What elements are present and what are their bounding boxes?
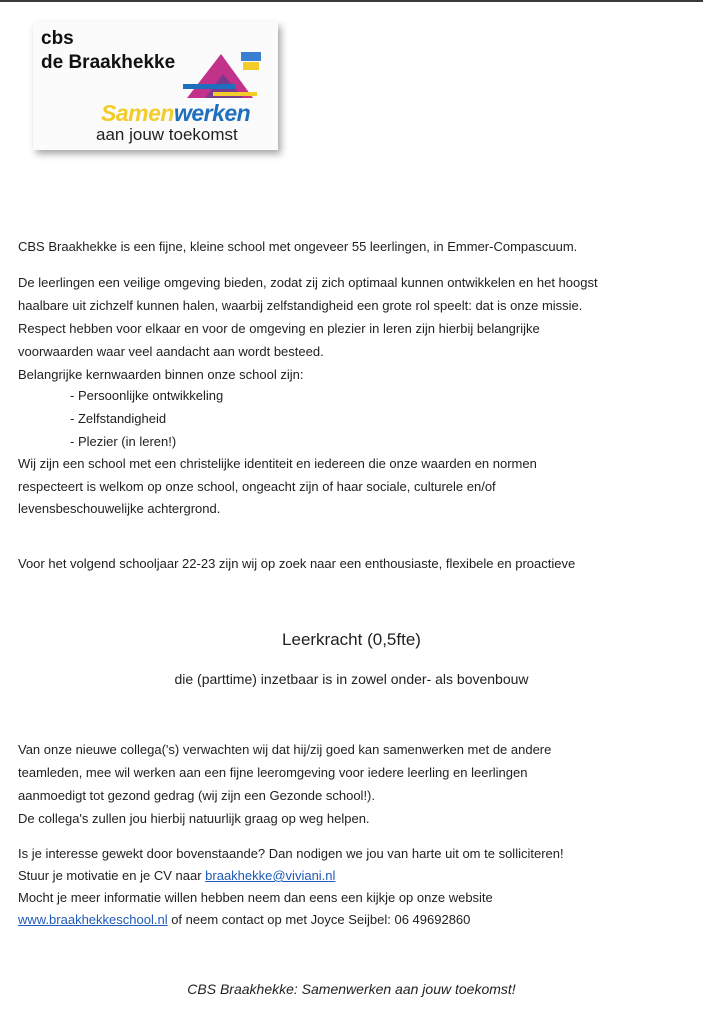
search-sentence: Voor het volgend schooljaar 22-23 zijn wij op zoek naar een enthousiaste, flexibele en proactieve xyxy=(18,556,576,571)
core-value-item: - Zelfstandigheid xyxy=(70,411,167,426)
logo-mountain-icon xyxy=(183,48,265,104)
mission-line-5: Belangrijke kernwaarden binnen onze school zijn: xyxy=(18,367,304,382)
mission-line-1: De leerlingen een veilige omgeving bieden, zodat zij zich optimaal kunnen ontwikkelen en het hoogst xyxy=(18,275,598,290)
logo-tagline-werken: werken xyxy=(173,100,251,126)
apply-line-3: Mocht je meer informatie willen hebben neem dan eens een kijkje op onze website xyxy=(18,890,493,905)
identity-line-1: Wij zijn een school met een christelijke identiteit en iedereen die onze waarden en normen xyxy=(18,456,537,471)
logo-line-1: cbs xyxy=(41,28,74,49)
apply-line-4 xyxy=(18,909,470,932)
mission-line-2: haalbare uit zichzelf kunnen halen, waarbij zelfstandigheid een grote rol speelt: dat is onze missie. xyxy=(18,298,583,313)
website-link[interactable]: www.braakhekkeschool.nl xyxy=(18,912,168,927)
logo-line-2: de Braakhekke xyxy=(41,52,176,73)
mission-line-4: voorwaarden waar veel aandacht aan wordt besteed. xyxy=(18,344,324,359)
closing-slogan: CBS Braakhekke: Samenwerken aan jouw toekomst! xyxy=(187,981,516,997)
core-value-item: - Persoonlijke ontwikkeling xyxy=(70,388,224,403)
mission-line-3: Respect hebben voor elkaar en voor de omgeving en plezier in leren zijn hierbij belangrijke xyxy=(18,321,540,336)
job-title-text: Leerkracht xyxy=(282,630,363,649)
intro-paragraph: CBS Braakhekke is een fijne, kleine school met ongeveer 55 leerlingen, in Emmer-Compascuum. xyxy=(18,239,578,254)
expectation-line-4: De collega's zullen jou hierbij natuurlijk graag op weg helpen. xyxy=(18,811,370,826)
contact-info: of neem contact op met Joyce Seijbel: 06 49692860 xyxy=(167,912,471,927)
job-subtitle: die (parttime) inzetbaar is in zowel onder- als bovenbouw xyxy=(174,671,529,687)
job-title xyxy=(0,628,703,652)
expectation-line-1: Van onze nieuwe collega('s) verwachten wij dat hij/zij goed kan samenwerken met de andere xyxy=(18,742,552,757)
job-fte: (0,5fte) xyxy=(367,630,421,649)
apply-prefix: Stuur je motivatie en je CV naar xyxy=(18,868,206,883)
school-logo xyxy=(33,22,278,150)
logo-tagline-line-2: aan jouw toekomst xyxy=(96,125,238,144)
top-border xyxy=(0,0,703,2)
expectation-line-2: teamleden, mee wil werken aan een fijne leeromgeving voor iedere leerling en leerlingen xyxy=(18,765,528,780)
identity-line-2: respecteert is welkom op onze school, ongeacht zijn of haar sociale, culturele en/of xyxy=(18,479,496,494)
core-value-item: - Plezier (in leren!) xyxy=(70,434,177,449)
apply-line-2 xyxy=(18,865,335,888)
logo-tagline-samen: Samen xyxy=(101,100,174,126)
logo-tagline xyxy=(101,100,250,127)
email-link[interactable]: braakhekke@viviani.nl xyxy=(205,868,336,883)
expectation-line-3: aanmoedigt tot gezond gedrag (wij zijn een Gezonde school!). xyxy=(18,788,375,803)
apply-line-1: Is je interesse gewekt door bovenstaande? Dan nodigen we jou van harte uit om te solliciteren! xyxy=(18,846,564,861)
identity-line-3: levensbeschouwelijke achtergrond. xyxy=(18,501,221,516)
